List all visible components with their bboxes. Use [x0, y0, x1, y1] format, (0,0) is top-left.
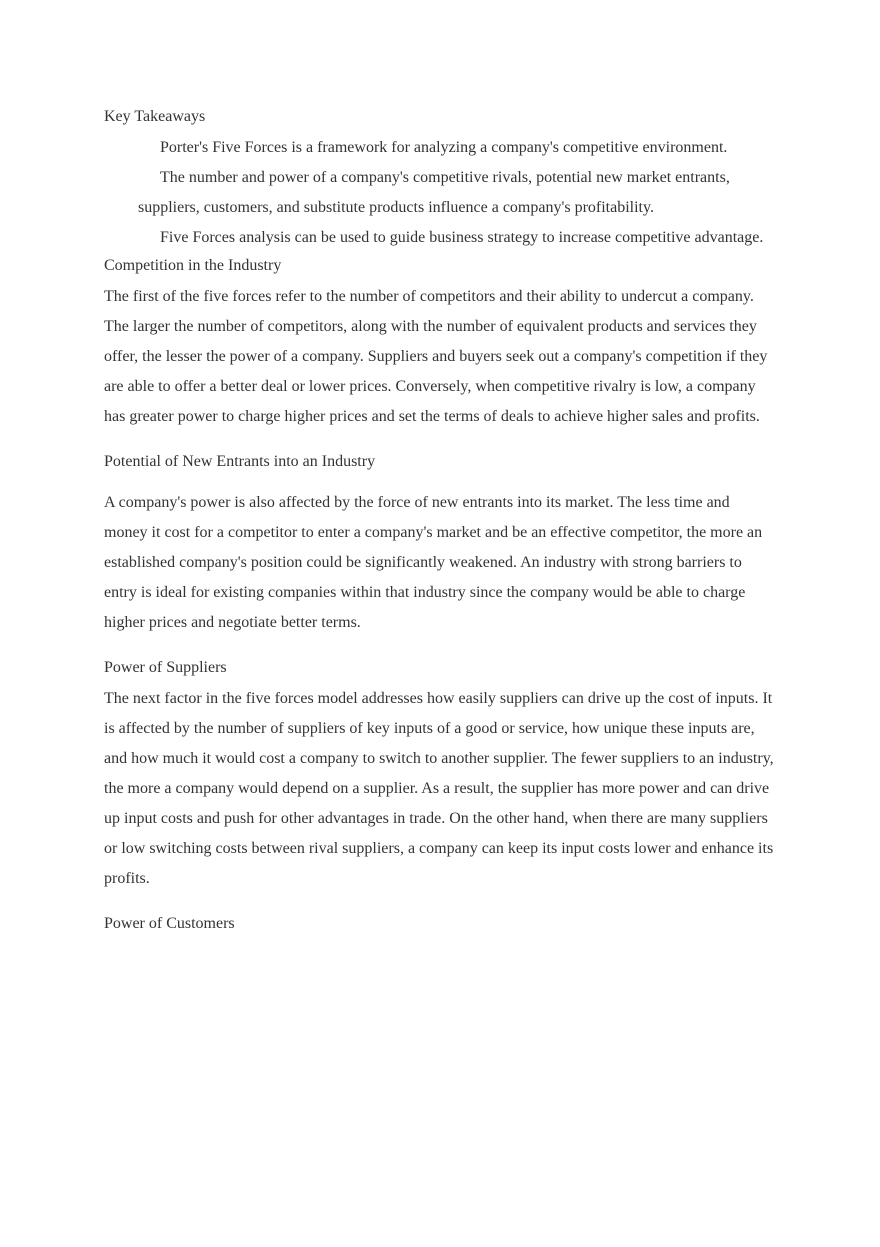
section-heading-competition: Competition in the Industry — [104, 257, 282, 274]
bullet-text: Five Forces analysis can be used to guide business strategy to increase competitive advantage. — [160, 229, 764, 246]
section-heading-suppliers: Power of Suppliers — [104, 659, 227, 676]
key-takeaways-heading: Key Takeaways — [104, 108, 206, 125]
section-body-competition: The first of the five forces refer to the number of competitors and their ability to undercut a company. The larger the number of competitors, along with the number of equivalent products and services they offer, the lesser the power of a company. Suppliers and buyers seek out a company's competition if they are able to offer a better deal or lower prices. Conversely, when competitive rivalry is low, a company has greater power to charge higher prices and set the terms of deals to achieve higher sales and profits. — [104, 288, 768, 425]
bullet-text: Porter's Five Forces is a framework for analyzing a company's competitive environment. — [160, 139, 728, 156]
bullet-text: The number and power of a company's competitive rivals, potential new market entrants, suppliers, customers, and substitute products influence a company's profitability. — [138, 169, 730, 216]
list-item — [104, 133, 776, 163]
list-item — [104, 163, 776, 223]
section-body-new-entrants: A company's power is also affected by the force of new entrants into its market. The less time and money it cost for a competitor to enter a company's market and be an effective competitor, the more an established company's position could be significantly weakened. An industry with strong barriers to entry is ideal for existing companies within that industry since the company would be able to charge higher prices and negotiate better terms. — [104, 494, 763, 631]
section-heading-new-entrants: Potential of New Entrants into an Industry — [104, 453, 376, 470]
list-item — [104, 223, 776, 253]
section-body-suppliers: The next factor in the five forces model addresses how easily suppliers can drive up the cost of inputs. It is affected by the number of suppliers of key inputs of a good or service, how unique these inputs are, and how much it would cost a company to switch to another supplier. The fewer suppliers to an industry, the more a company would depend on a supplier. As a result, the supplier has more power and can drive up input costs and push for other advantages in trade. On the other hand, when there are many suppliers or low switching costs between rival suppliers, a company can keep its input costs lower and enhance its profits. — [104, 690, 774, 887]
section-heading-customers: Power of Customers — [104, 915, 235, 932]
document-page — [104, 104, 776, 936]
key-takeaways-list — [104, 133, 776, 253]
